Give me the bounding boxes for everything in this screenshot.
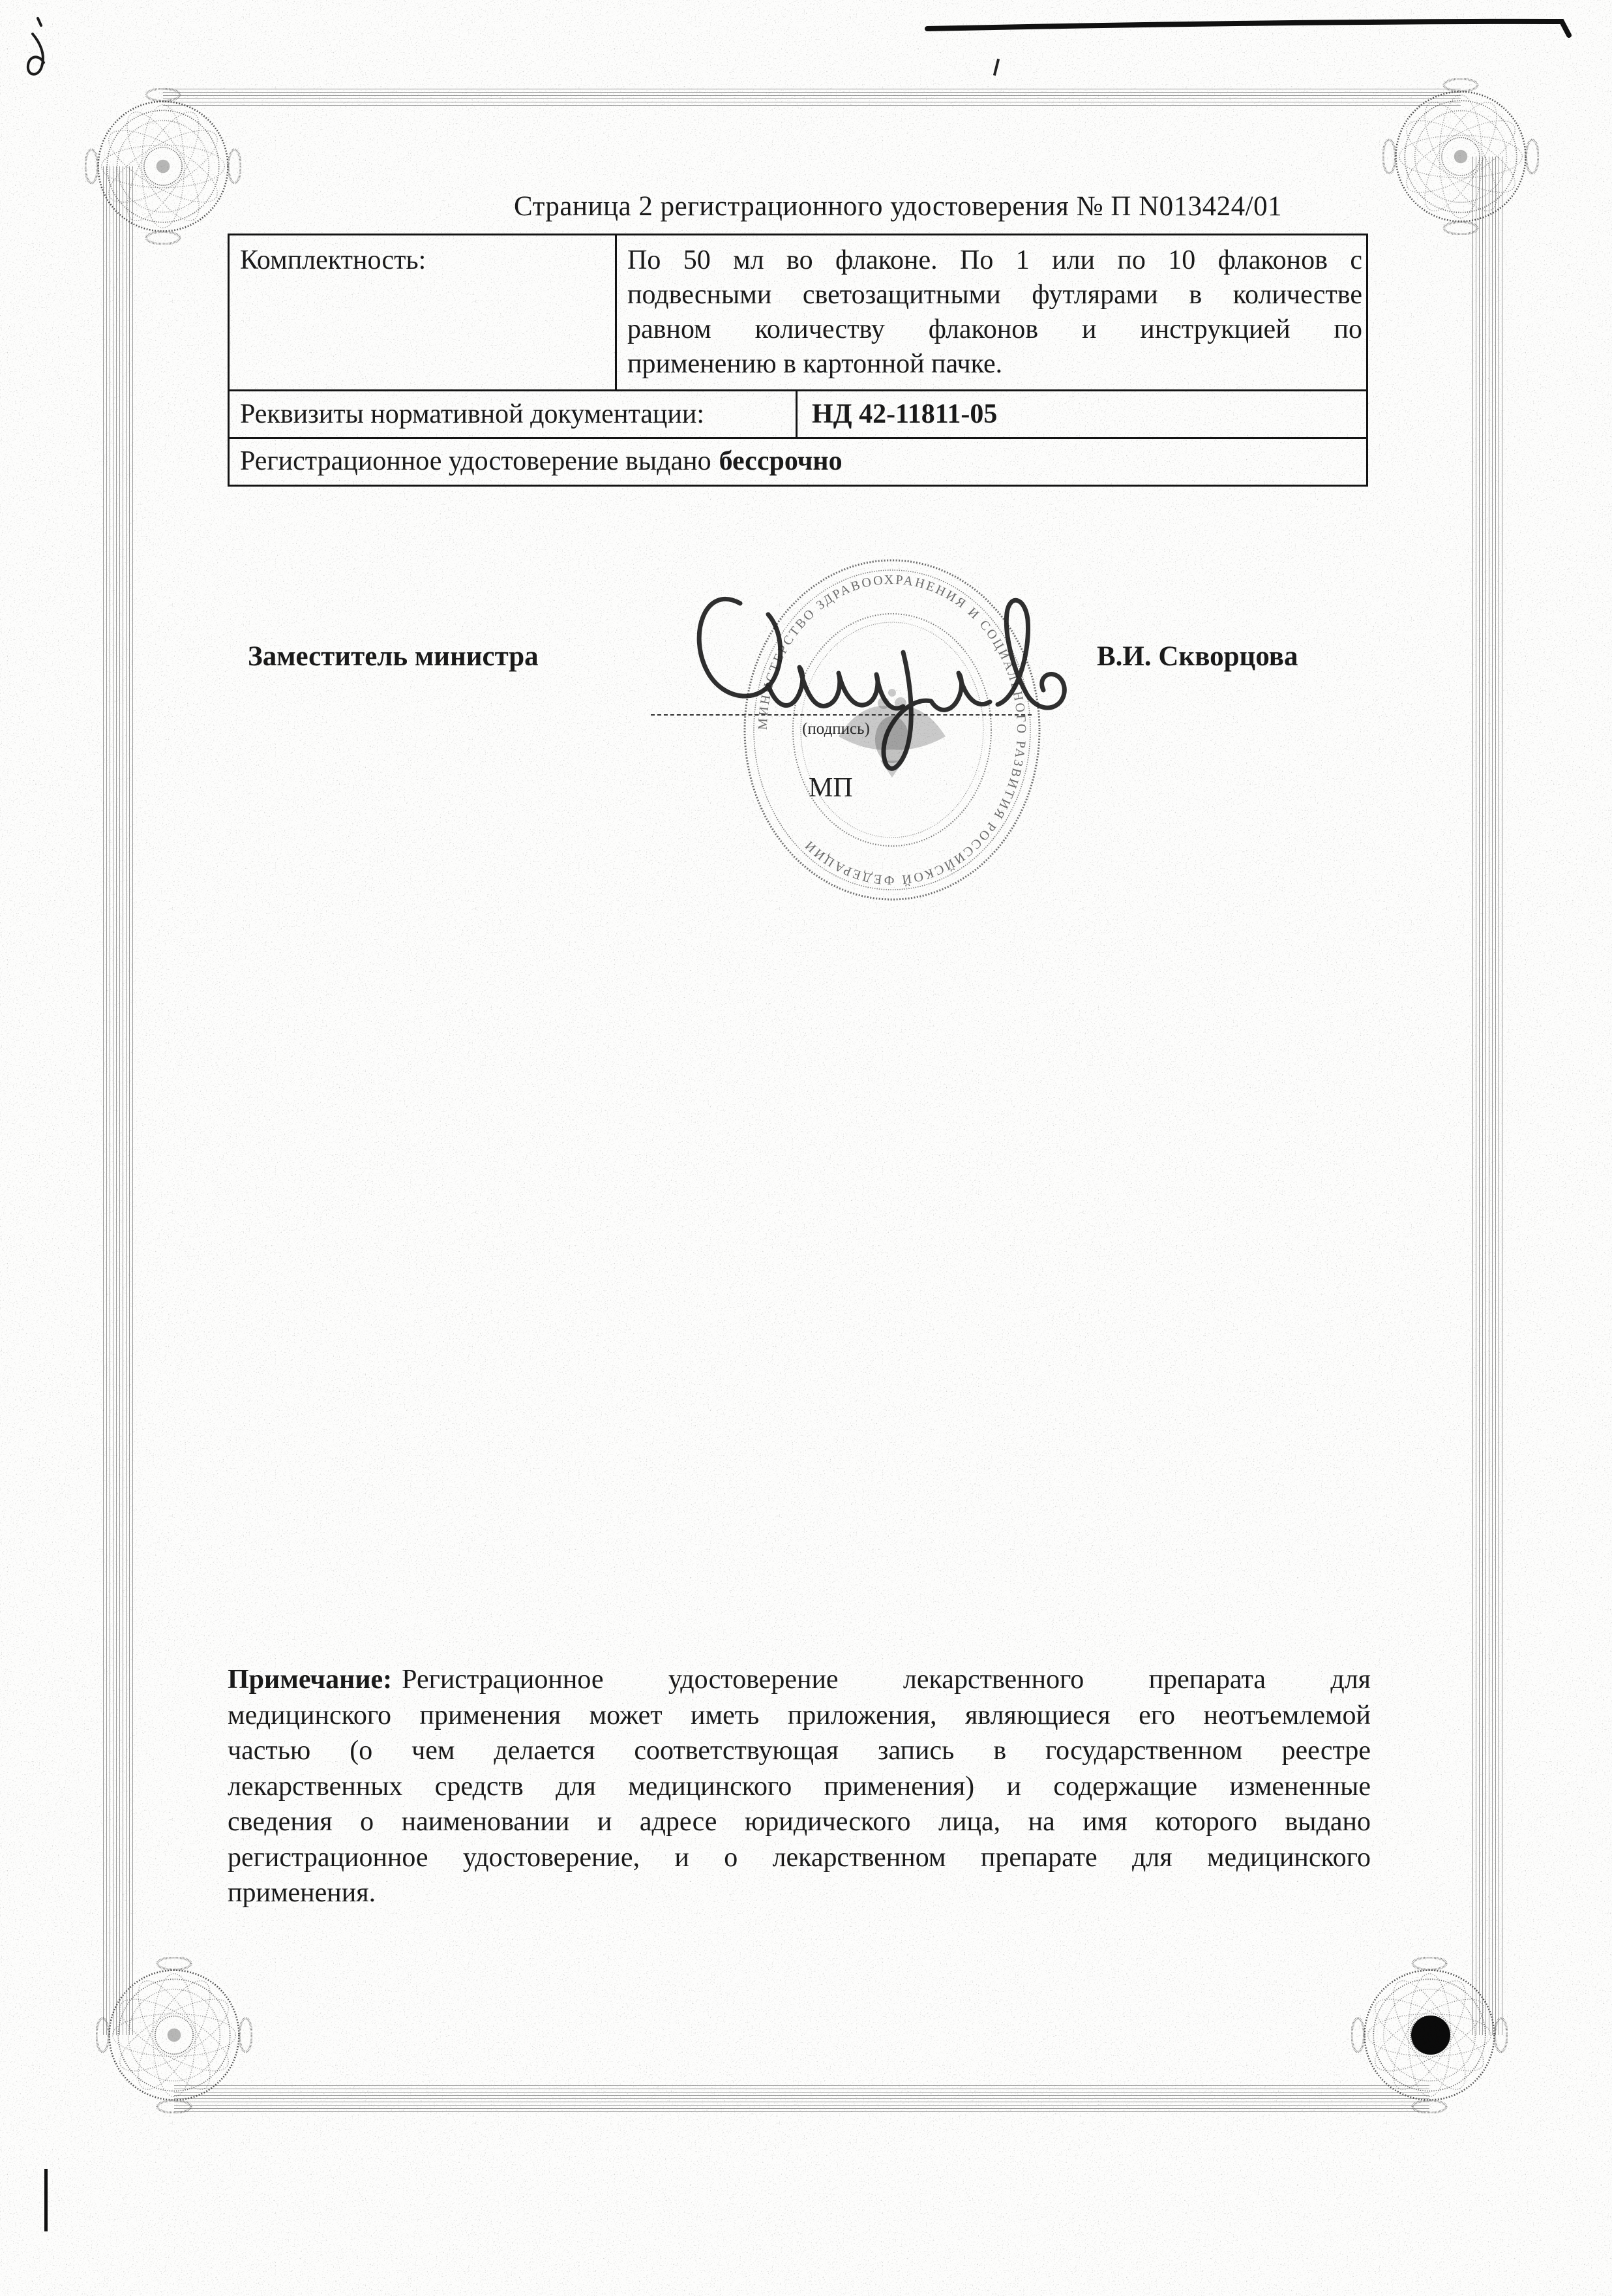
stray-tick-mark	[993, 59, 1000, 76]
note-line	[228, 1662, 1371, 1698]
note-line: регистрационное удостоверение, и о лекарственном препарате для медицинского	[228, 1842, 1371, 1873]
value-line: По 50 мл во флаконе. По 1 или по 10 флаконов с	[627, 245, 1362, 275]
normative-docs-value: НД 42-11811-05	[796, 391, 1366, 437]
issued-term: бессрочно	[719, 446, 843, 476]
punch-hole-dot	[1411, 2016, 1450, 2055]
completeness-label: Комплектность:	[240, 245, 426, 275]
page-title: Страница 2 регистрационного удостоверения № П N013424/01	[514, 191, 1283, 222]
deputy-minister-title: Заместитель министра	[248, 641, 539, 672]
note-text: Регистрационное удостоверение лекарственного препарата для	[402, 1665, 1371, 1695]
signature-caption: (подпись)	[802, 720, 870, 738]
value-line: подвесными светозащитными футлярами в количестве	[627, 280, 1362, 310]
value-line: равном количеству флаконов и инструкцией по	[627, 314, 1362, 344]
scan-edge-line	[44, 2169, 48, 2231]
note-line: применения.	[228, 1878, 376, 1908]
table-row-issued	[230, 437, 1366, 485]
value-line: применению в картонной пачке.	[627, 349, 1003, 379]
signature-autograph	[691, 574, 1069, 789]
registration-table	[228, 234, 1368, 487]
table-row-normative-docs	[230, 389, 1366, 437]
completeness-value	[615, 235, 1366, 389]
note-line: медицинского применения может иметь приложения, являющиеся его неотъемлемой	[228, 1700, 1371, 1730]
note-line: сведения о наименовании и адресе юридического лица, на имя которого выдано	[228, 1807, 1371, 1837]
pen-line-icon	[919, 13, 1585, 46]
pen-scribble-icon	[13, 7, 85, 91]
normative-docs-label: Реквизиты нормативной документации:	[240, 399, 705, 429]
guilloche-border-left	[103, 166, 134, 2035]
stamp-ring-text: МИНИСТЕРСТВО ЗДРАВООХРАНЕНИЯ И СОЦИАЛЬНОГО РАЗВИТИЯ РОССИЙСКОЙ ФЕДЕРАЦИИ	[755, 572, 1029, 888]
guilloche-border-top	[163, 89, 1461, 106]
note-paragraph	[228, 1662, 1371, 1911]
guilloche-border-bottom	[174, 2085, 1429, 2112]
note-line: лекарственных средств для медицинского применения) и содержащие измененные	[228, 1771, 1371, 1802]
rosette-ornament-bottom-left	[96, 1957, 252, 2113]
issued-prefix: Регистрационное удостоверение выдано	[240, 446, 711, 476]
rosette-ornament-top-right	[1382, 78, 1539, 235]
note-label: Примечание:	[228, 1665, 393, 1695]
table-row-completeness	[230, 235, 1366, 389]
rosette-ornament-top-left	[85, 88, 241, 245]
seal-place-abbr: МП	[809, 773, 853, 803]
guilloche-border-right	[1472, 157, 1504, 2035]
note-line: частью (о чем делается соответствующая запись в государственном реестре	[228, 1736, 1371, 1766]
minister-name: В.И. Скворцова	[1097, 641, 1298, 672]
